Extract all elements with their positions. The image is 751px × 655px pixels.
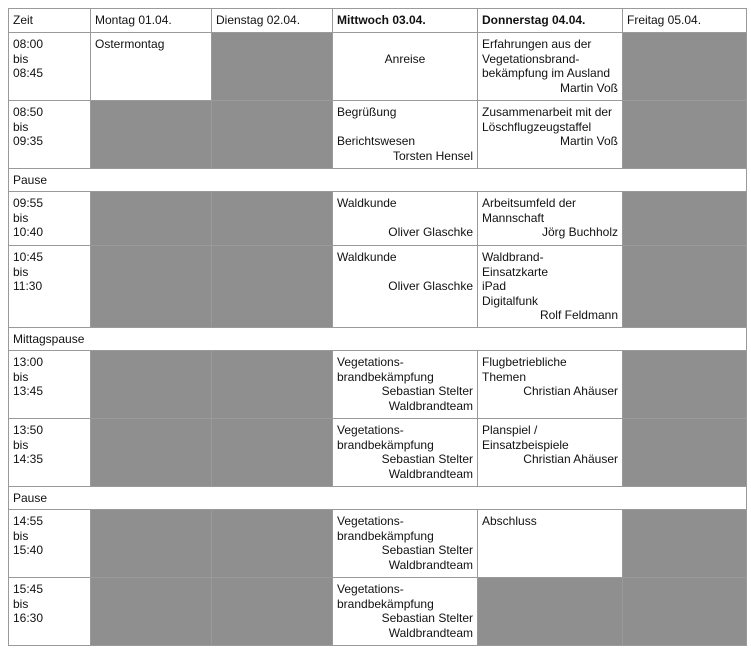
session-title-line: Digitalfunk — [482, 293, 539, 308]
break-label: Pause — [9, 169, 747, 192]
time-bis: bis — [13, 119, 29, 134]
session-title-line: Begrüßung — [337, 105, 397, 119]
speaker-team: Waldbrandteam — [388, 466, 473, 481]
session-title-line: Einsatzbeispiele — [482, 437, 569, 452]
cell-thursday — [478, 351, 623, 419]
cell-tuesday-blocked — [212, 101, 333, 169]
slot-row-8 — [9, 578, 747, 646]
session-title-line: Löschflugzeugstaffel — [482, 119, 592, 134]
time-end: 13:45 — [13, 384, 44, 398]
header-zeit: Zeit — [9, 9, 91, 33]
cell-monday-blocked — [91, 510, 212, 578]
time-start: 08:00 — [13, 37, 44, 51]
session-title-line: Vegetationsbrand- — [482, 51, 580, 66]
speaker-name: Christian Ahäuser — [523, 384, 618, 398]
time-end: 16:30 — [13, 611, 44, 625]
cell-thursday — [478, 192, 623, 246]
cell-friday-blocked — [623, 246, 747, 328]
cell-wednesday — [333, 419, 478, 487]
session-title-line: Mannschaft — [482, 210, 545, 225]
slot-row-2 — [9, 101, 747, 169]
cell-tuesday-blocked — [212, 351, 333, 419]
time-bis: bis — [13, 596, 29, 611]
time-bis: bis — [13, 210, 29, 225]
time-start: 09:55 — [13, 196, 44, 210]
speaker-name: Sebastian Stelter — [381, 611, 473, 625]
time-cell — [9, 578, 91, 646]
cell-friday-blocked — [623, 419, 747, 487]
slot-row-3 — [9, 192, 747, 246]
cell-wednesday — [333, 510, 478, 578]
session-title-line: Planspiel / — [482, 423, 538, 437]
time-cell — [9, 419, 91, 487]
session-title-line: Themen — [482, 369, 527, 384]
session-title-line: Vegetations- — [337, 423, 404, 437]
time-end: 08:45 — [13, 66, 44, 80]
break-label: Pause — [9, 487, 747, 510]
time-end: 15:40 — [13, 543, 44, 557]
session-title-line: Abschluss — [482, 514, 537, 528]
session-title-line: Flugbetriebliche — [482, 355, 567, 369]
time-bis: bis — [13, 264, 29, 279]
break-row-pause — [9, 487, 747, 510]
cell-friday-blocked — [623, 510, 747, 578]
time-cell — [9, 192, 91, 246]
cell-tuesday-blocked — [212, 192, 333, 246]
holiday-label: Ostermontag — [95, 37, 165, 51]
time-bis: bis — [13, 51, 29, 66]
speaker-name: Sebastian Stelter — [381, 452, 473, 466]
break-row-pause — [9, 169, 747, 192]
session-title-line: Vegetations- — [337, 582, 404, 596]
speaker-name: Oliver Glaschke — [388, 279, 473, 293]
session-title-line: brandbekämpfung — [337, 437, 434, 452]
time-cell — [9, 101, 91, 169]
speaker-name: Martin Voß — [559, 80, 618, 95]
cell-thursday — [478, 510, 623, 578]
slot-row-6 — [9, 419, 747, 487]
session-title: Anreise — [384, 51, 426, 66]
cell-friday-blocked — [623, 351, 747, 419]
speaker-name: Sebastian Stelter — [381, 543, 473, 557]
time-start: 13:50 — [13, 423, 44, 437]
header-tuesday: Dienstag 02.04. — [212, 9, 333, 33]
cell-wednesday — [333, 246, 478, 328]
time-start: 14:55 — [13, 514, 44, 528]
cell-monday — [91, 33, 212, 101]
cell-friday-blocked — [623, 33, 747, 101]
break-row-lunch — [9, 328, 747, 351]
cell-thursday — [478, 101, 623, 169]
time-bis: bis — [13, 369, 29, 384]
session-title-line: Waldbrand- — [482, 250, 544, 264]
session-title-line: bekämpfung im Ausland — [482, 66, 611, 80]
cell-monday-blocked — [91, 419, 212, 487]
break-label: Mittagspause — [9, 328, 747, 351]
time-bis: bis — [13, 437, 29, 452]
session-title-line: Erfahrungen aus der — [482, 37, 592, 51]
cell-wednesday — [333, 192, 478, 246]
cell-tuesday-blocked — [212, 246, 333, 328]
header-friday: Freitag 05.04. — [623, 9, 747, 33]
session-title-line: brandbekämpfung — [337, 369, 434, 384]
header-monday: Montag 01.04. — [91, 9, 212, 33]
time-start: 15:45 — [13, 582, 44, 596]
speaker-name: Martin Voß — [559, 134, 618, 148]
header-thursday: Donnerstag 04.04. — [478, 9, 623, 33]
speaker-team: Waldbrandteam — [388, 398, 473, 413]
time-cell — [9, 246, 91, 328]
session-title-line: Waldkunde — [337, 250, 397, 264]
time-start: 08:50 — [13, 105, 44, 119]
speaker-name: Oliver Glaschke — [388, 225, 473, 239]
time-start: 13:00 — [13, 355, 44, 369]
cell-thursday — [478, 419, 623, 487]
cell-monday-blocked — [91, 351, 212, 419]
speaker-name: Sebastian Stelter — [381, 384, 473, 398]
cell-wednesday — [333, 578, 478, 646]
session-title-line: Einsatzkarte — [482, 264, 549, 279]
cell-thursday-blocked — [478, 578, 623, 646]
session-title-line: Waldkunde — [337, 196, 397, 210]
cell-tuesday-blocked — [212, 419, 333, 487]
cell-tuesday-blocked — [212, 578, 333, 646]
cell-thursday — [478, 246, 623, 328]
speaker-name: Jörg Buchholz — [541, 225, 618, 239]
cell-tuesday-blocked — [212, 33, 333, 101]
session-title-line: iPad — [482, 279, 507, 293]
cell-monday-blocked — [91, 246, 212, 328]
speaker-name: Christian Ahäuser — [523, 452, 618, 466]
session-title-line: Arbeitsumfeld der — [482, 196, 577, 210]
cell-monday-blocked — [91, 192, 212, 246]
cell-wednesday — [333, 33, 478, 101]
cell-wednesday — [333, 101, 478, 169]
session-title-line: Vegetations- — [337, 514, 404, 528]
slot-row-4 — [9, 246, 747, 328]
session-title-line: Zusammenarbeit mit der — [482, 105, 613, 119]
time-start: 10:45 — [13, 250, 44, 264]
cell-thursday — [478, 33, 623, 101]
cell-wednesday — [333, 351, 478, 419]
time-cell — [9, 351, 91, 419]
schedule-table — [8, 8, 747, 646]
cell-friday-blocked — [623, 101, 747, 169]
slot-row-5 — [9, 351, 747, 419]
cell-tuesday-blocked — [212, 510, 333, 578]
header-row — [9, 9, 747, 33]
time-cell — [9, 33, 91, 101]
header-wednesday: Mittwoch 03.04. — [333, 9, 478, 33]
cell-monday-blocked — [91, 578, 212, 646]
time-end: 10:40 — [13, 225, 44, 239]
cell-friday-blocked — [623, 192, 747, 246]
speaker-name: Rolf Feldmann — [539, 308, 618, 322]
time-end: 11:30 — [13, 279, 43, 293]
cell-monday-blocked — [91, 101, 212, 169]
session-title-line: brandbekämpfung — [337, 528, 434, 543]
cell-friday-blocked — [623, 578, 747, 646]
session-title-line: Berichtswesen — [337, 134, 416, 148]
time-cell — [9, 510, 91, 578]
speaker-name: Torsten Hensel — [392, 148, 473, 163]
slot-row-7 — [9, 510, 747, 578]
session-title-line: Vegetations- — [337, 355, 404, 369]
speaker-team: Waldbrandteam — [388, 557, 473, 572]
time-bis: bis — [13, 528, 29, 543]
speaker-team: Waldbrandteam — [388, 625, 473, 640]
time-end: 09:35 — [13, 134, 44, 148]
session-title-line: brandbekämpfung — [337, 596, 434, 611]
slot-row-1 — [9, 33, 747, 101]
time-end: 14:35 — [13, 452, 44, 466]
